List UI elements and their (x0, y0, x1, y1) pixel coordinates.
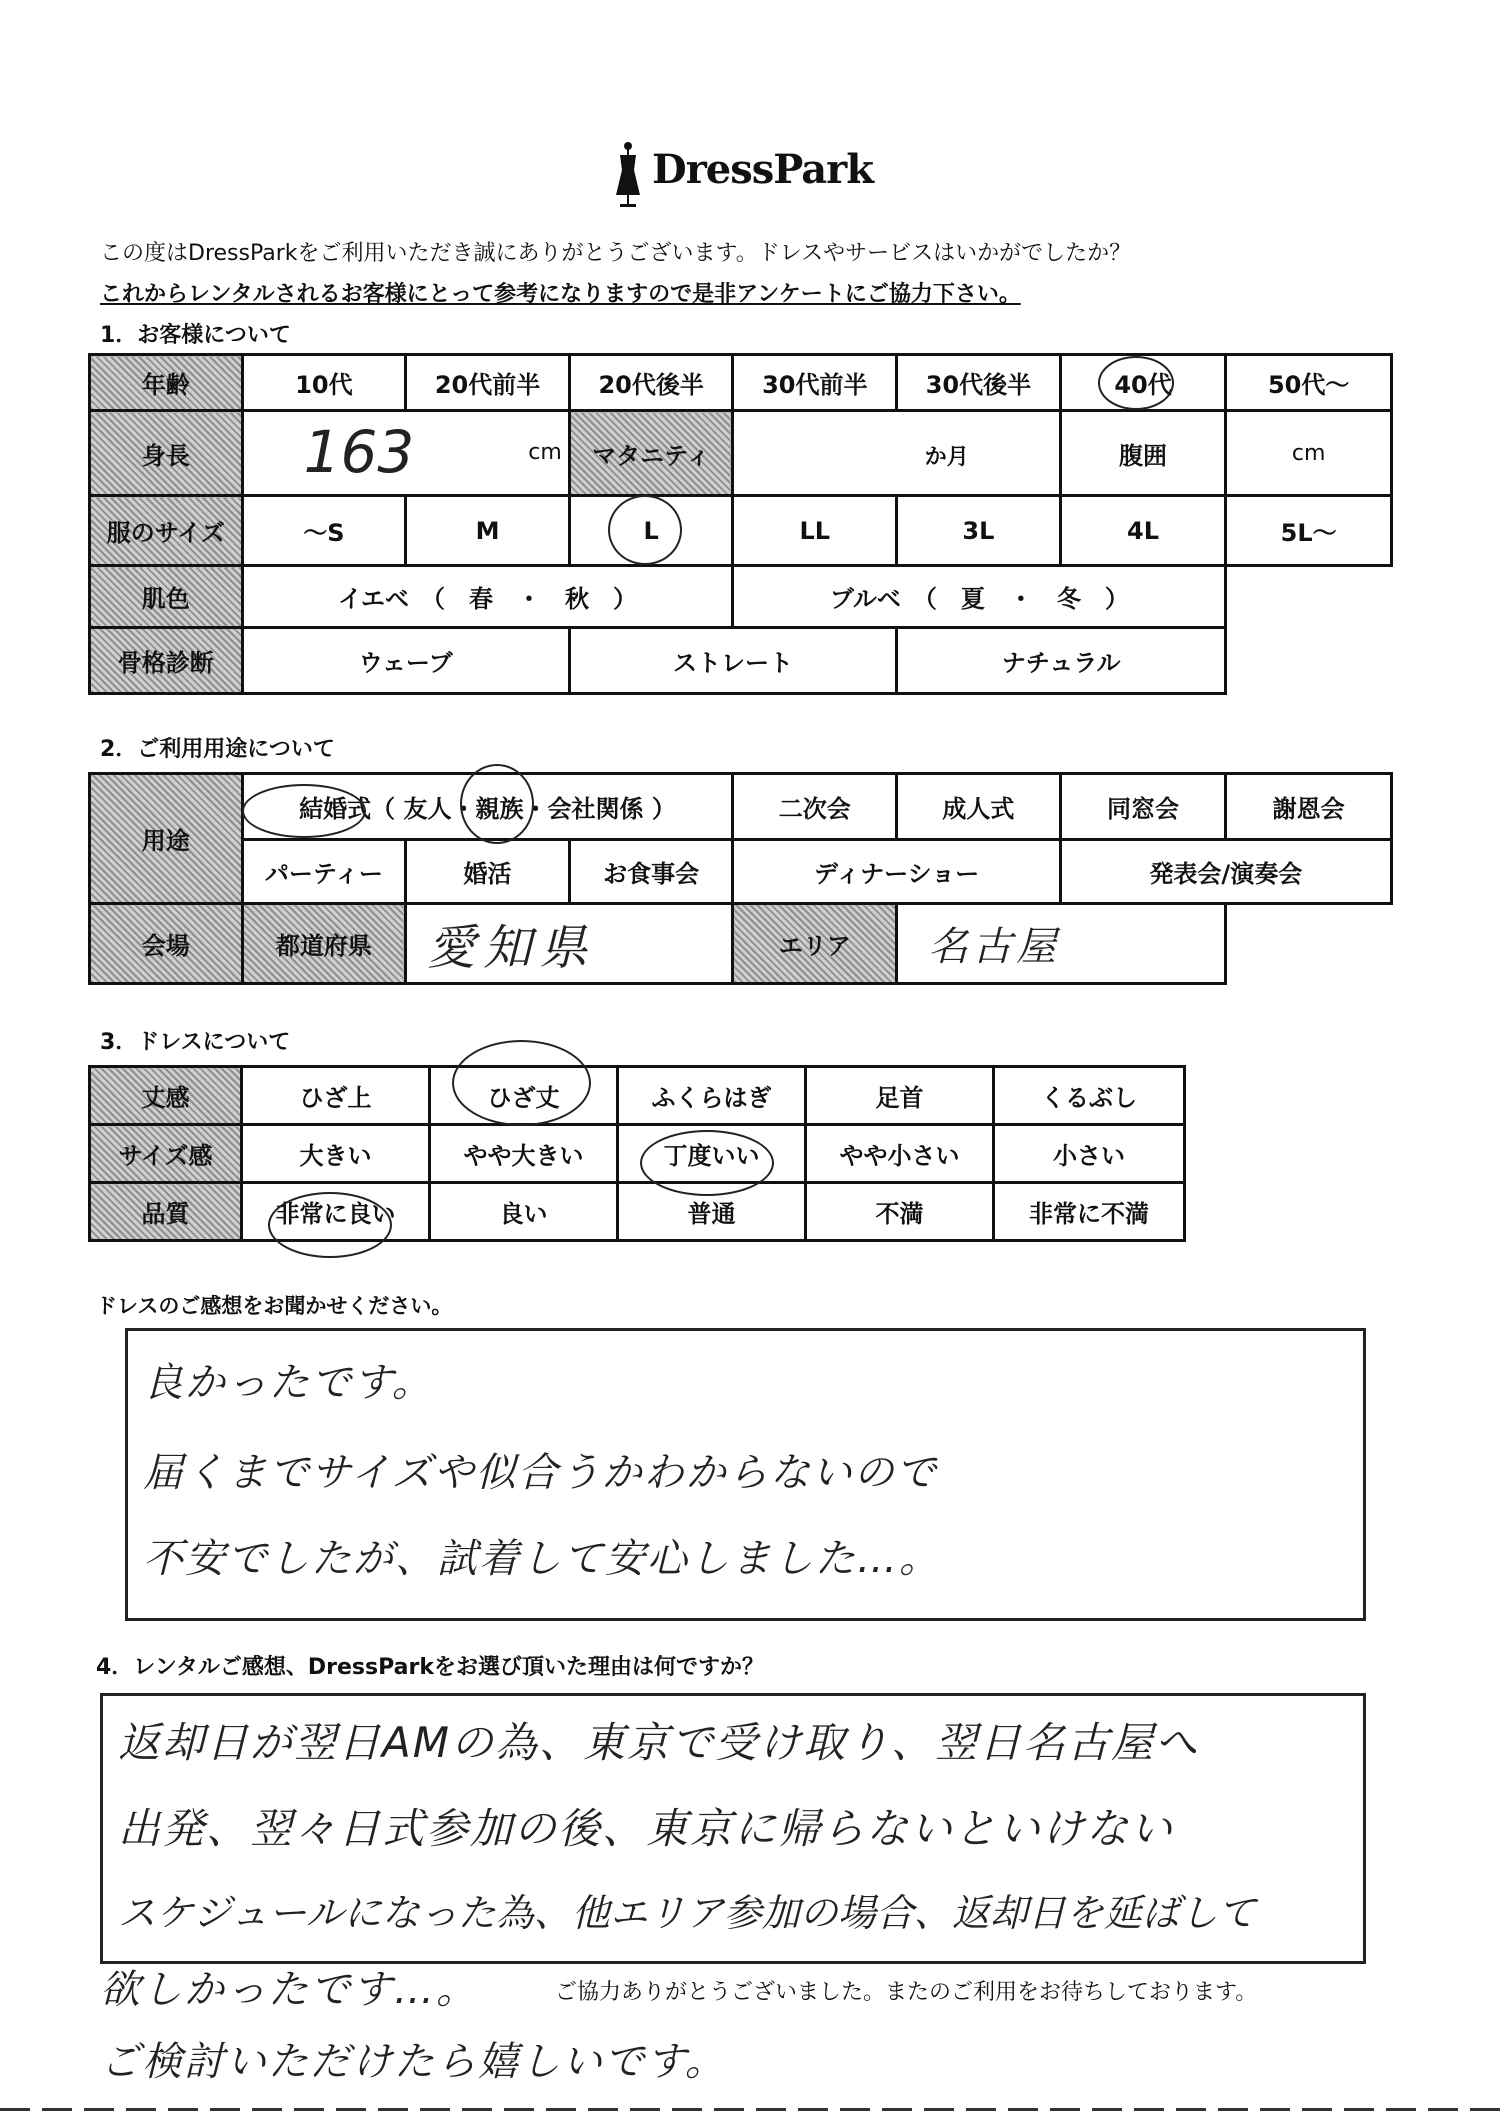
frame-option[interactable]: ストレート (569, 628, 896, 694)
age-option[interactable]: 30代後半 (897, 355, 1061, 411)
use-option[interactable]: パーティー (242, 840, 406, 904)
use-option[interactable]: 謝恩会 (1226, 774, 1392, 840)
use-option[interactable]: 発表会/演奏会 (1060, 840, 1391, 904)
quality-option[interactable]: 非常に不満 (994, 1183, 1185, 1241)
selection-circle (640, 1130, 774, 1196)
skin-yellow-option[interactable]: イエベ （ 春 ・ 秋 ） (242, 566, 733, 628)
fit-option[interactable]: 大きい (242, 1125, 430, 1183)
frame-option[interactable]: ウェーブ (242, 628, 569, 694)
section-2-title: 2．ご利用用途について (100, 737, 335, 762)
selection-circle (1098, 356, 1174, 410)
use-option-wedding[interactable]: 結婚式（ 友人・親族・会社関係 ） (242, 774, 733, 840)
reason-line: ご検討いただけたら嬉しいです。 (100, 2039, 727, 2085)
thanks-message: ご協力ありがとうございました。またのご利用をお待ちしております。 (555, 1980, 1258, 2005)
length-label: 丈感 (90, 1067, 242, 1125)
customer-table (88, 353, 1393, 695)
height-field[interactable] (242, 411, 569, 496)
prefecture-field[interactable] (406, 904, 733, 984)
dress-comment-prompt: ドレスのご感想をお聞かせください。 (96, 1294, 453, 1318)
maternity-field[interactable] (733, 411, 1060, 496)
use-label: 用途 (90, 774, 243, 904)
height-unit: cm (528, 440, 562, 465)
selection-circle (242, 784, 366, 838)
section-4-title: 4．レンタルご感想、DressParkをお選び頂いた理由は何ですか？ (96, 1655, 764, 1680)
reason-line: 欲しかったです…。 (100, 1967, 478, 2013)
length-option[interactable]: ひざ上 (242, 1067, 430, 1125)
selection-circle (460, 764, 534, 844)
use-option[interactable]: ディナーショー (733, 840, 1060, 904)
size-option[interactable]: 4L (1060, 496, 1226, 566)
selection-circle (452, 1040, 591, 1126)
quality-option[interactable]: 普通 (618, 1183, 806, 1241)
age-option[interactable]: 20代前半 (406, 355, 570, 411)
size-option[interactable]: 5L〜 (1226, 496, 1392, 566)
section-1-title: 1．お客様について (100, 323, 291, 348)
prefecture-label: 都道府県 (242, 904, 406, 984)
scan-edge-line (0, 2108, 1500, 2111)
fit-option[interactable]: やや大きい (430, 1125, 618, 1183)
dress-comment-line: 不安でしたが、試着して安心しました…。 (143, 1536, 941, 1582)
section-3-title: 3．ドレスについて (100, 1030, 291, 1055)
logo-text: DressPark (652, 146, 873, 193)
age-option[interactable]: 30代前半 (733, 355, 897, 411)
intro-line-2: これからレンタルされるお客様にとって参考になりますので是非アンケートにご協力下さい。 (100, 282, 1021, 307)
use-option[interactable]: 二次会 (733, 774, 897, 840)
age-option-selected[interactable]: 40代 (1060, 355, 1226, 411)
dress-table (88, 1065, 1186, 1242)
size-option[interactable]: LL (733, 496, 897, 566)
size-option[interactable]: 〜S (242, 496, 406, 566)
area-label: エリア (733, 904, 897, 984)
dress-mannequin-icon (608, 140, 648, 210)
maternity-label: マタニティ (569, 411, 733, 496)
dress-comment-line: 届くまでサイズや似合うかわからないので (143, 1450, 938, 1496)
size-label: 服のサイズ (90, 496, 243, 566)
quality-option-selected[interactable]: 非常に良い (242, 1183, 430, 1241)
use-option[interactable]: 成人式 (897, 774, 1061, 840)
waist-label: 腹囲 (1060, 411, 1226, 496)
size-option[interactable]: M (406, 496, 570, 566)
length-option-selected[interactable]: ひざ丈 (430, 1067, 618, 1125)
age-label: 年齢 (90, 355, 243, 411)
waist-unit: cm (1226, 411, 1392, 496)
reason-line: 返却日が翌日AMの為、東京で受け取り、翌日名古屋へ (118, 1718, 1199, 1767)
length-option[interactable]: 足首 (806, 1067, 994, 1125)
length-option[interactable]: くるぶし (994, 1067, 1185, 1125)
reason-line: スケジュールになった為、他エリア参加の場合、返却日を延ばして (118, 1891, 1256, 1935)
dress-comment-line: 良かったです。 (143, 1360, 434, 1406)
reason-line: 出発、翌々日式参加の後、東京に帰らないといけない (118, 1804, 1175, 1853)
age-option[interactable]: 50代〜 (1226, 355, 1392, 411)
area-value: 名古屋 (928, 924, 1061, 970)
quality-option[interactable]: 良い (430, 1183, 618, 1241)
dresspark-logo (600, 140, 873, 210)
intro-line-1: この度はDressParkをご利用いただき誠にありがとうございます。ドレスやサービスはいかがでしたか？ (100, 241, 1132, 266)
fit-option[interactable]: 小さい (994, 1125, 1185, 1183)
area-field[interactable] (897, 904, 1226, 984)
skin-label: 肌色 (90, 566, 243, 628)
fit-option-selected[interactable]: 丁度いい (618, 1125, 806, 1183)
prefecture-value: 愛知県 (427, 920, 596, 976)
venue-label: 会場 (90, 904, 243, 984)
frame-option[interactable]: ナチュラル (897, 628, 1226, 694)
maternity-unit: か月 (924, 445, 969, 470)
selection-circle (268, 1192, 392, 1258)
dress-comment-box[interactable] (125, 1328, 1366, 1621)
height-value: 163 (303, 418, 415, 486)
selection-circle (608, 495, 682, 565)
age-option[interactable]: 10代 (242, 355, 406, 411)
use-option[interactable]: 婚活 (406, 840, 570, 904)
skin-blue-option[interactable]: ブルベ （ 夏 ・ 冬 ） (733, 566, 1226, 628)
size-option[interactable]: 3L (897, 496, 1061, 566)
use-option[interactable]: お食事会 (569, 840, 733, 904)
height-label: 身長 (90, 411, 243, 496)
use-option[interactable]: 同窓会 (1060, 774, 1226, 840)
length-option[interactable]: ふくらはぎ (618, 1067, 806, 1125)
reason-box[interactable] (100, 1693, 1366, 1964)
size-option-selected[interactable]: L (569, 496, 733, 566)
fit-option[interactable]: やや小さい (806, 1125, 994, 1183)
frame-label: 骨格診断 (90, 628, 243, 694)
quality-option[interactable]: 不満 (806, 1183, 994, 1241)
fit-label: サイズ感 (90, 1125, 242, 1183)
quality-label: 品質 (90, 1183, 242, 1241)
age-option[interactable]: 20代後半 (569, 355, 733, 411)
